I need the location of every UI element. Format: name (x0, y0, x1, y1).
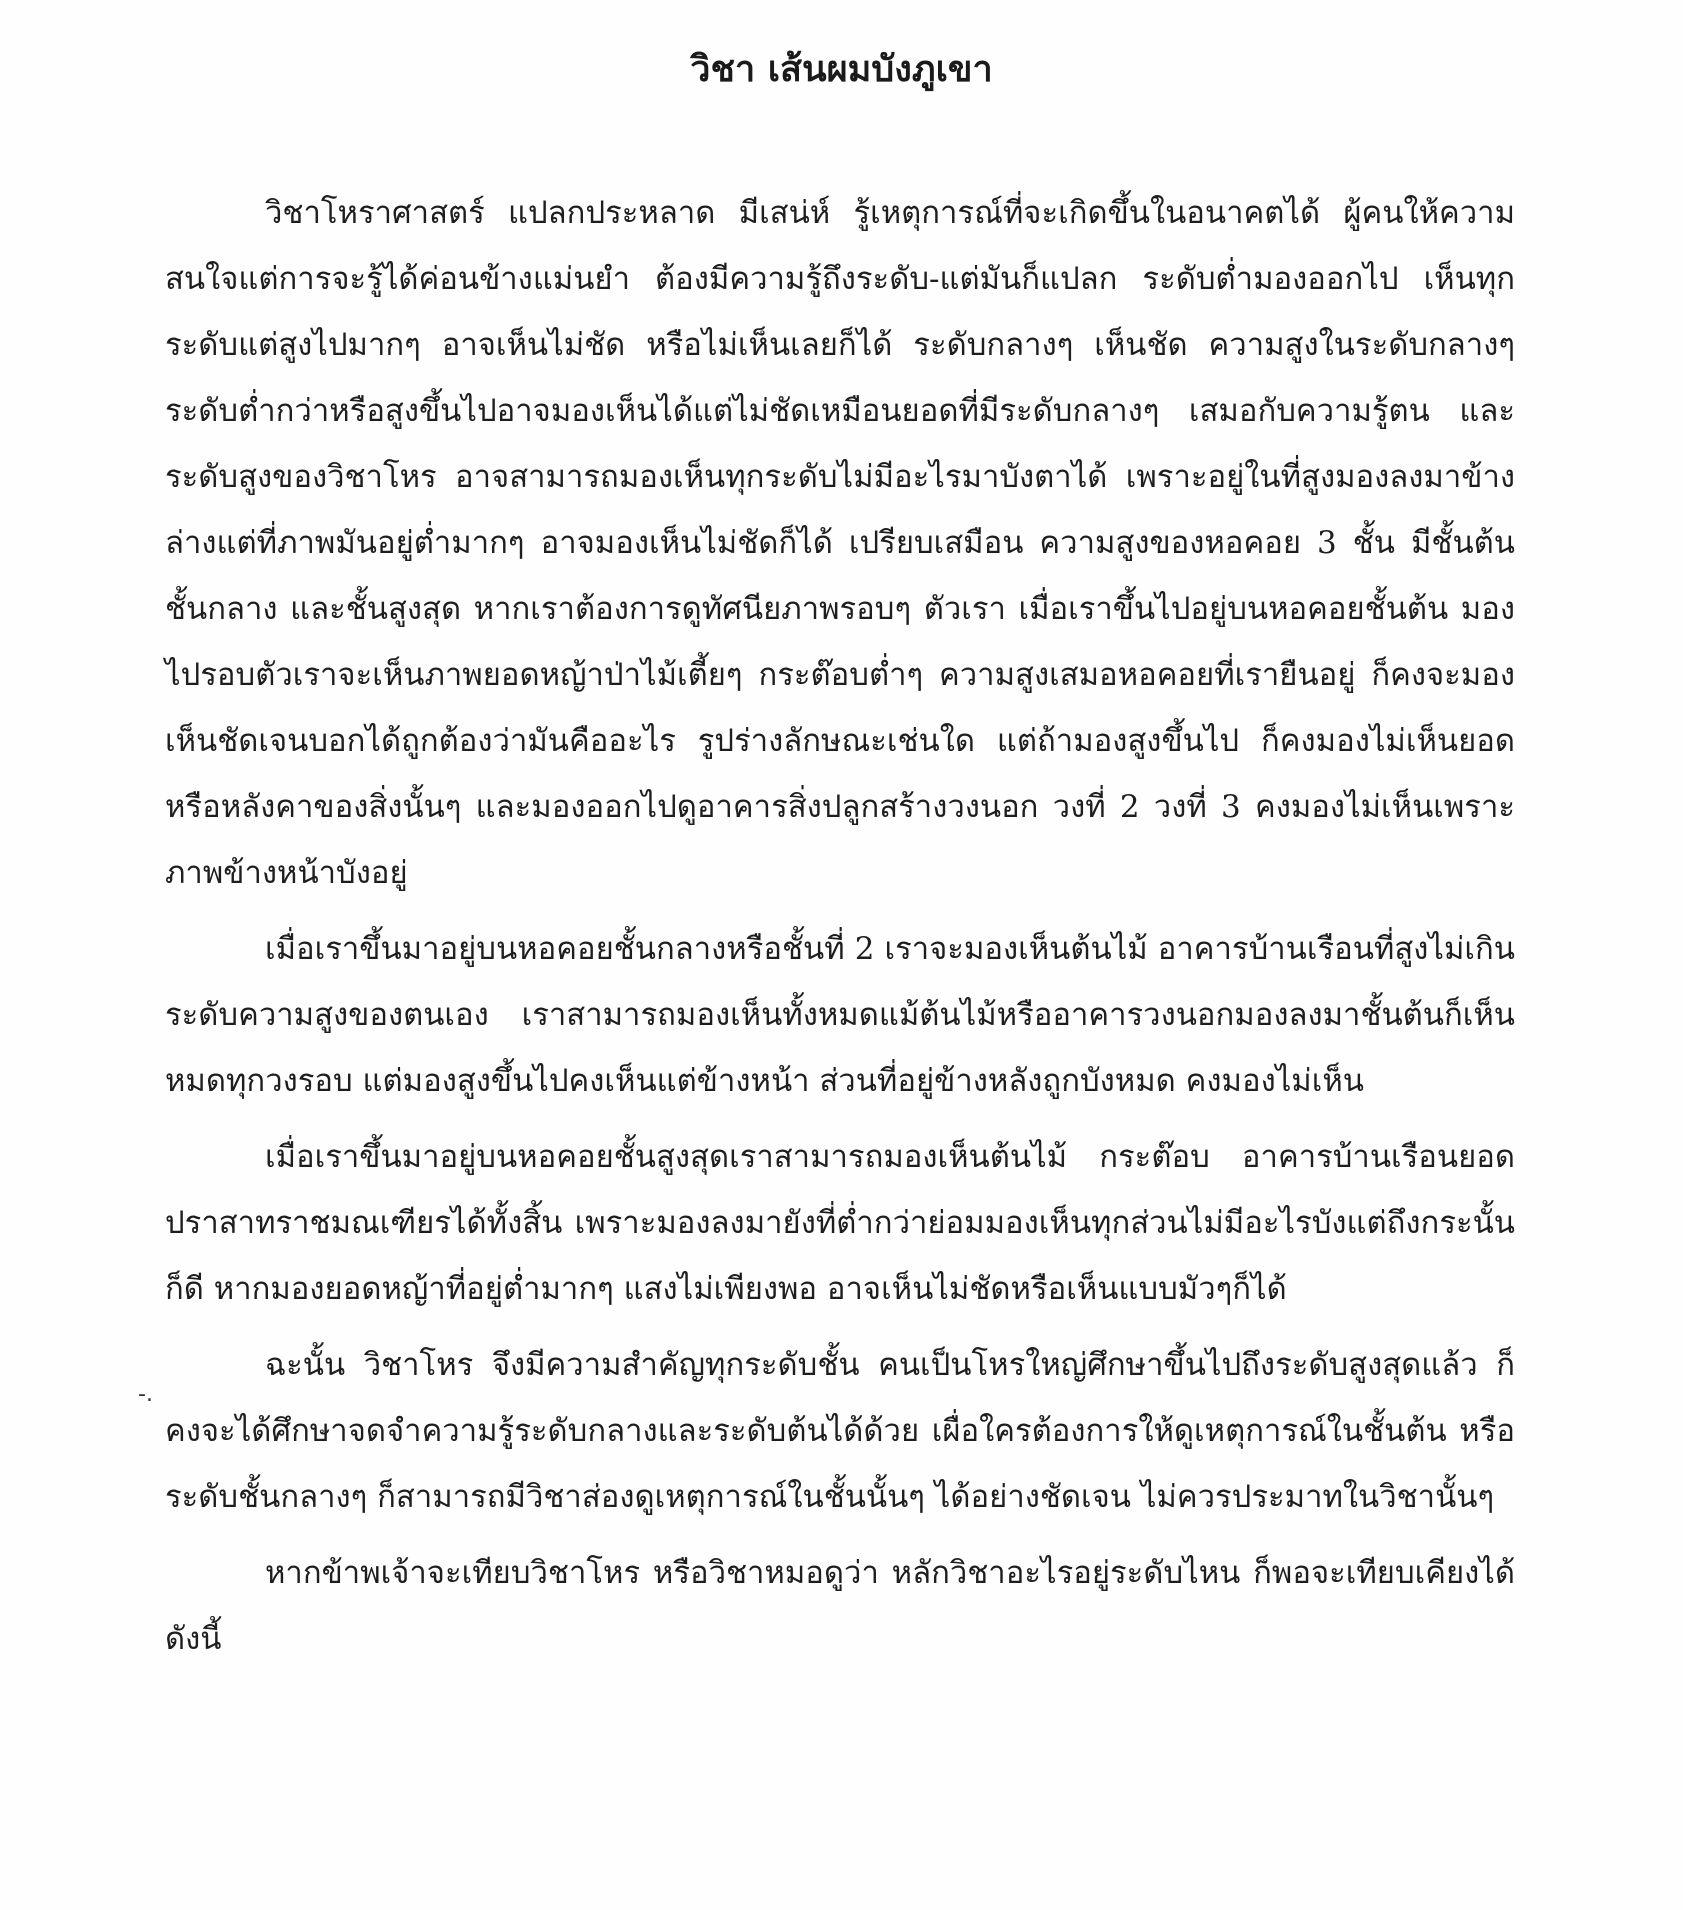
paragraph: วิชาโหราศาสตร์ แปลกประหลาด มีเสน่ห์ รู้เหตุการณ์ที่จะเกิดขึ้นในอนาคตได้ ผู้คนให้ความสนใจแต่การจะรู้ได้ค่อนข้างแม่นยำ ต้องมีความรู้ถึงระดับ-แต่มันก็แปลก ระดับต่ำมองออกไป เห็นทุกระดับแต่สูงไปมากๆ อาจเห็นไม่ชัด หรือไม่เห็นเลยก็ได้ ระดับกลางๆ เห็นชัด ความสูงในระดับกลางๆ ระดับต่ำกว่าหรือสูงขึ้นไปอาจมองเห็นได้แต่ไม่ชัดเหมือนยอดที่มีระดับกลางๆ เสมอกับความรู้ตน และระดับสูงของวิชาโหร อาจสามารถมองเห็นทุกระดับไม่มีอะไรมาบังตาได้ เพราะอยู่ในที่สูงมองลงมาข้างล่างแต่ที่ภาพมันอยู่ต่ำมากๆ อาจมองเห็นไม่ชัดก็ได้ เปรียบเสมือน ความสูงของหอคอย 3 ชั้น มีชั้นต้น ชั้นกลาง และชั้นสูงสุด หากเราต้องการดูทัศนียภาพรอบๆ ตัวเรา เมื่อเราขึ้นไปอยู่บนหอคอยชั้นต้น มองไปรอบตัวเราจะเห็นภาพยอดหญ้าป่าไม้เตี้ยๆ กระต๊อบต่ำๆ ความสูงเสมอหอคอยที่เรายืนอยู่ ก็คงจะมองเห็นชัดเจนบอกได้ถูกต้องว่ามันคืออะไร รูปร่างลักษณะเช่นใด แต่ถ้ามองสูงขึ้นไป ก็คงมองไม่เห็นยอดหรือหลังคาของสิ่งนั้นๆ และมองออกไปดูอาคารสิ่งปลูกสร้างวงนอก วงที่ 2 วงที่ 3 คงมองไม่เห็นเพราะภาพข้างหน้าบังอยู่ (165, 195, 1515, 891)
document-title: วิชา เส้นผมบังภูเขา (690, 48, 993, 90)
paragraph: ฉะนั้น วิชาโหร จึงมีความสำคัญทุกระดับชั้น คนเป็นโหรใหญ่ศึกษาขึ้นไปถึงระดับสูงสุดแล้ว ก็คงจะได้ศึกษาจดจำความรู้ระดับกลางและระดับต้นได้ด้วย เผื่อใครต้องการให้ดูเหตุการณ์ในชั้นต้น หรือระดับชั้นกลางๆ ก็สามารถมีวิชาส่องดูเหตุการณ์ในชั้นนั้นๆ ได้อย่างชัดเจน ไม่ควรประมาทในวิชานั้นๆ (165, 1347, 1515, 1515)
paragraph: เมื่อเราขึ้นมาอยู่บนหอคอยชั้นกลางหรือชั้นที่ 2 เราจะมองเห็นต้นไม้ อาคารบ้านเรือนที่สูงไม่เกินระดับความสูงของตนเอง เราสามารถมองเห็นทั้งหมดแม้ต้นไม้หรืออาคารวงนอกมองลงมาชั้นต้นก็เห็นหมดทุกวงรอบ แต่มองสูงขึ้นไปคงเห็นแต่ข้างหน้า ส่วนที่อยู่ข้างหลังถูกบังหมด คงมองไม่เห็น (165, 931, 1515, 1099)
paragraph: หากข้าพเจ้าจะเทียบวิชาโหร หรือวิชาหมอดูว่า หลักวิชาอะไรอยู่ระดับไหน ก็พอจะเทียบเคียงได้ดังนี้ (165, 1555, 1515, 1657)
margin-mark: -. (138, 1382, 153, 1407)
document-body (165, 180, 1515, 1672)
paragraph: เมื่อเราขึ้นมาอยู่บนหอคอยชั้นสูงสุดเราสามารถมองเห็นต้นไม้ กระต๊อบ อาคารบ้านเรือนยอดปราสาทราชมณเฑียรได้ทั้งสิ้น เพราะมองลงมายังที่ต่ำกว่าย่อมมองเห็นทุกส่วนไม่มีอะไรบังแต่ถึงกระนั้นก็ดี หากมองยอดหญ้าที่อยู่ต่ำมากๆ แสงไม่เพียงพอ อาจเห็นไม่ชัดหรือเห็นแบบมัวๆก็ได้ (165, 1139, 1515, 1307)
